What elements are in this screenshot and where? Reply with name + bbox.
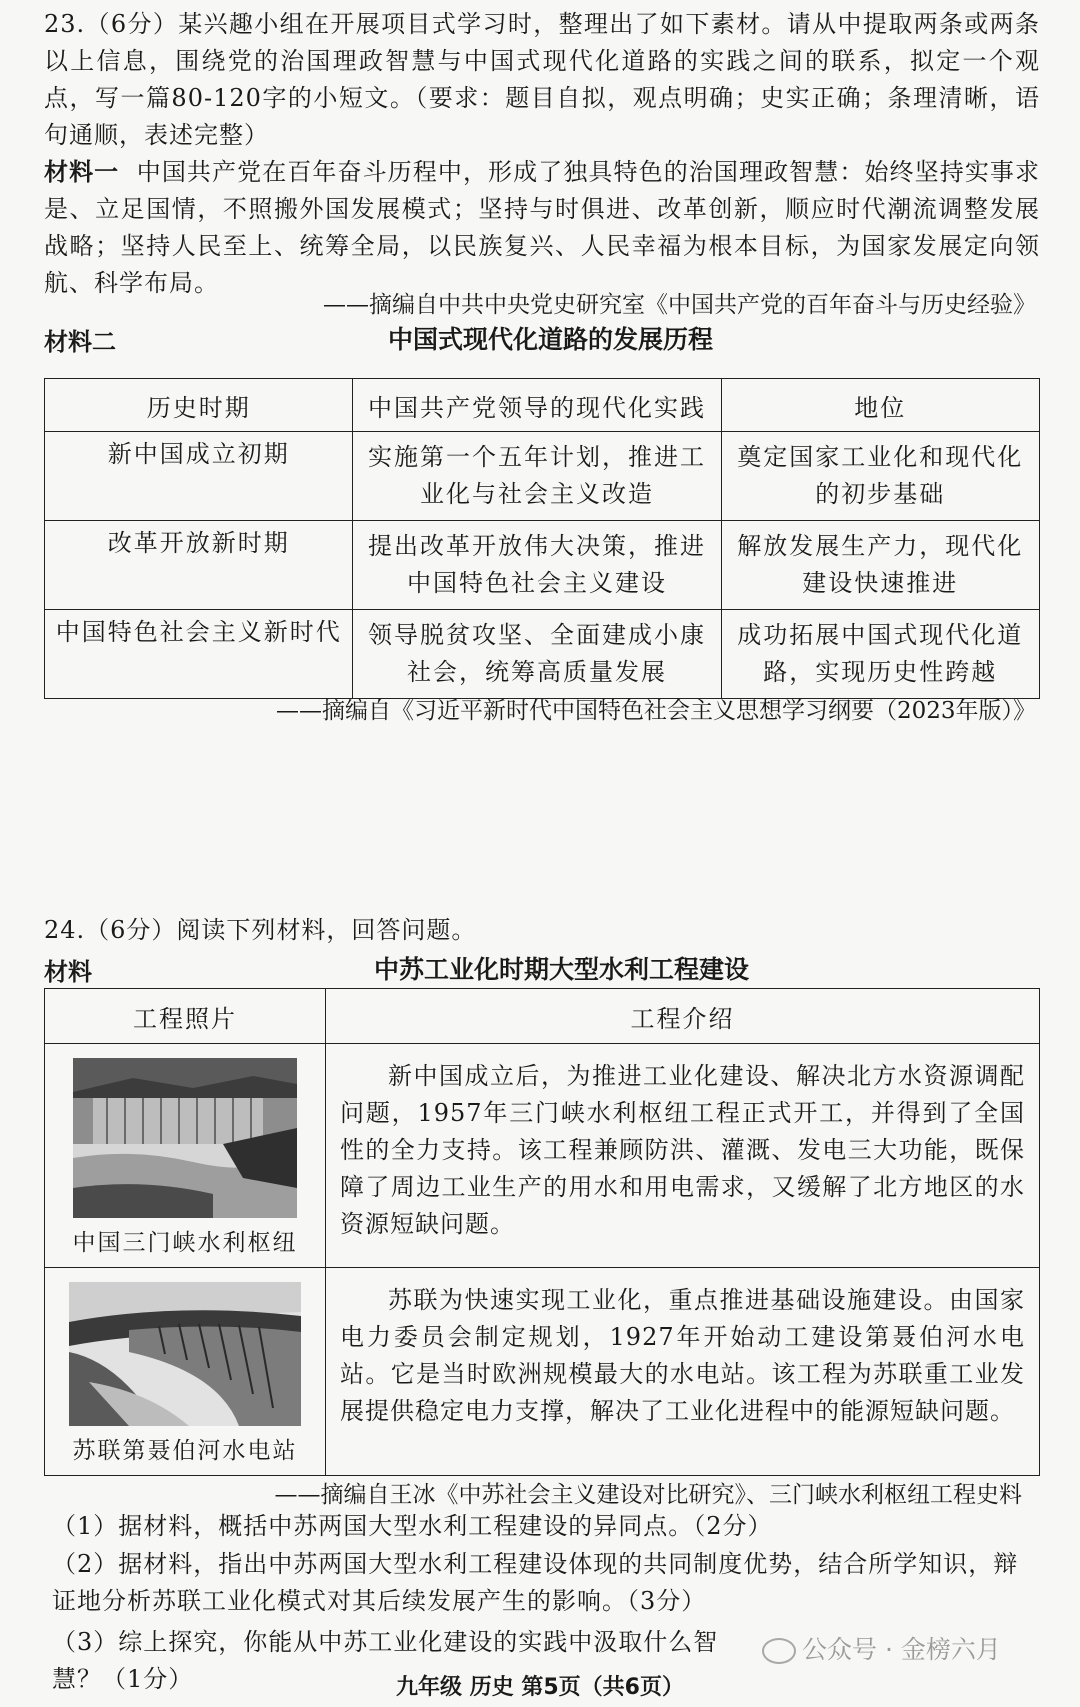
table-cell: 提出改革开放伟大决策，推进中国特色社会主义建设 [353, 521, 721, 610]
page-footer: 九年级 历史 第5页（共6页） [396, 1675, 684, 1700]
material-2-source: ——摘编自《习近平新时代中国特色社会主义思想学习纲要（2023年版）》 [275, 698, 1036, 724]
sub-question-2: （2）据材料，指出中苏两国大型水利工程建设体现的共同制度优势，结合所学知识，辩证地分析苏联工业化模式对其后续发展产生的影响。（3分） [52, 1550, 1019, 1615]
table-header: 中国共产党领导的现代化实践 [353, 379, 721, 432]
photo-cell [45, 1268, 326, 1476]
material-1 [44, 154, 1040, 302]
table-header: 工程介绍 [326, 989, 1040, 1044]
material-1-source: ——摘编自中共中央党史研究室《中国共产党的百年奋斗与历史经验》 [323, 292, 1036, 318]
table-cell: 领导脱贫攻坚、全面建成小康社会，统筹高质量发展 [353, 610, 721, 699]
modernization-table [44, 378, 1040, 699]
table-header: 历史时期 [45, 379, 353, 432]
wechat-icon [762, 1638, 796, 1664]
table-header-row [45, 379, 1040, 432]
question-23-stem: 23.（6分）某兴趣小组在开展项目式学习时，整理出了如下素材。请从中提取两条或两条以上信息，围绕党的治国理政智慧与中国式现代化道路的实践之间的联系，拟定一个观点，写一篇80-120字的小短文。（要求：题目自拟，观点明确；史实正确；条理清晰，语句通顺，表述完整） [44, 10, 1040, 149]
project-intro-text: 苏联为快速实现工业化，重点推进基础设施建设。由国家电力委员会制定规划，1927年开始动工建设第聂伯河水电站。它是当时欧洲规模最大的水电站。该工程为苏联重工业发展提供稳定电力支撑，解决了工业化进程中的能源短缺问题。 [340, 1286, 1025, 1425]
table-row [45, 521, 1040, 610]
material-source: ——摘编自王冰《中苏社会主义建设对比研究》、三门峡水利枢纽工程史料 [274, 1482, 1022, 1508]
project-intro [326, 1268, 1040, 1476]
project-intro-text: 新中国成立后，为推进工业化建设、解决北方水资源调配问题，1957年三门峡水利枢纽工程正式开工，并得到了全国性的全力支持。该工程兼顾防洪、灌溉、发电三大功能，既保障了周边工业生产的用水和用电需求，又缓解了北方地区的水资源短缺问题。 [340, 1062, 1025, 1238]
dam-photo [73, 1058, 297, 1218]
table-cell: 成功拓展中国式现代化道路，实现历史性跨越 [721, 610, 1039, 699]
material-2-title: 中国式现代化道路的发展历程 [388, 325, 714, 354]
table-cell: 解放发展生产力，现代化建设快速推进 [721, 521, 1039, 610]
table-header-row [45, 989, 1040, 1044]
table-cell: 实施第一个五年计划，推进工业化与社会主义改造 [353, 432, 721, 521]
table-header: 工程照片 [45, 989, 326, 1044]
table-cell: 新中国成立初期 [45, 432, 353, 521]
material-2-label: 材料二 [44, 328, 116, 356]
table-cell: 奠定国家工业化和现代化的初步基础 [721, 432, 1039, 521]
table-header: 地位 [721, 379, 1039, 432]
project-intro [326, 1044, 1040, 1268]
table-row [45, 610, 1040, 699]
watermark-text: 公众号 · 金榜六月 [802, 1635, 1001, 1664]
material-1-text: 中国共产党在百年奋斗历程中，形成了独具特色的治国理政智慧：始终坚持实事求是、立足国情，不照搬外国发展模式；坚持与时俱进、改革创新，顺应时代潮流调整发展战略；坚持人民至上、统筹全局，以民族复兴、人民幸福为根本目标，为国家发展定向领航、科学布局。 [44, 158, 1040, 297]
question-24-stem: 24.（6分）阅读下列材料，回答问题。 [44, 916, 477, 944]
material-title: 中苏工业化时期大型水利工程建设 [374, 955, 750, 984]
watermark [762, 1630, 1001, 1666]
sub-question-1: （1）据材料，概括中苏两国大型水利工程建设的异同点。（2分） [52, 1512, 773, 1540]
material-1-label: 材料一 [44, 158, 120, 186]
water-projects-table [44, 988, 1040, 1476]
table-row [45, 1044, 1040, 1268]
table-cell: 中国特色社会主义新时代 [45, 610, 353, 699]
hydropower-station-photo [69, 1282, 301, 1426]
material-label: 材料 [44, 958, 92, 986]
table-row [45, 1268, 1040, 1476]
table-row [45, 432, 1040, 521]
photo-caption: 苏联第聂伯河水电站 [72, 1438, 298, 1464]
table-cell: 改革开放新时期 [45, 521, 353, 610]
photo-cell [45, 1044, 326, 1268]
photo-caption: 中国三门峡水利枢纽 [72, 1230, 298, 1256]
sub-question-3: （3）综上探究，你能从中苏工业化建设的实践中汲取什么智慧？（1分） [52, 1628, 719, 1693]
